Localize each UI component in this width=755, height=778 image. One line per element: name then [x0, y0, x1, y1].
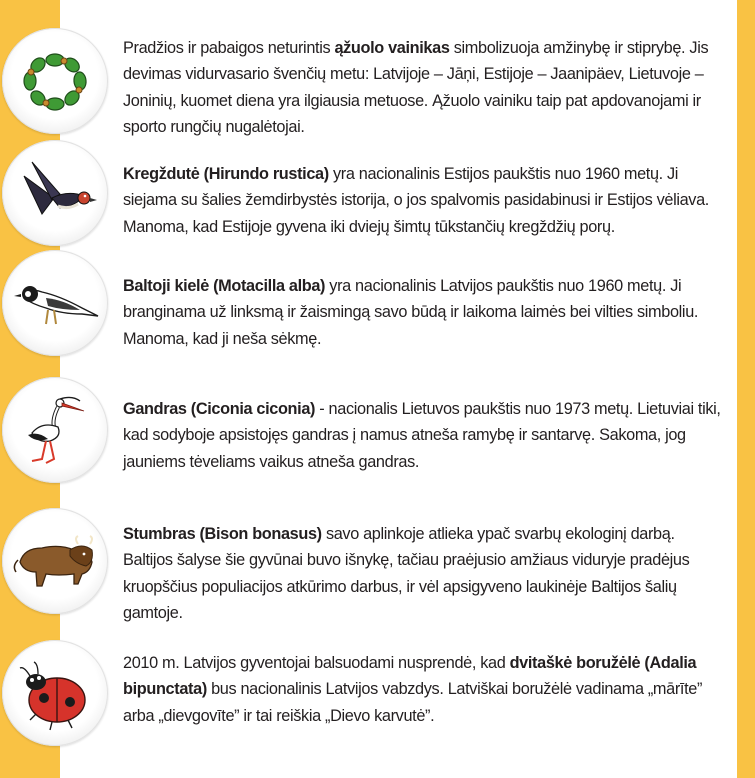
entry-text-body: bus nacionalinis Latvijos vabzdys. Latviškai boružėlė vadinama „mārīte” arba „dievgovīte” ir tai reiškia „Dievo karvutė”.: [123, 680, 703, 725]
wagtail-badge: [2, 250, 108, 356]
entry-term: dvitaškė boružėlė (Adalia bipunctata): [123, 654, 697, 699]
ladybug-icon: [2, 640, 108, 746]
entry-text-body: yra nacionalinis Estijos paukštis nuo 1960 metų. Ji siejama su šalies žemdirbystės istorija, o jos spalvomis pasidabinusi ir Estijos vėliava. Manoma, kad Estijoje gyvena iki dviejų šimtų tūkstančių kregždžių porų.: [123, 165, 709, 236]
wagtail-icon: [2, 250, 108, 356]
entry-term: Kregždutė (Hirundo rustica): [123, 165, 329, 183]
oak-wreath-badge: [2, 28, 108, 134]
entry-text-body: simbolizuoja amžinybę ir stiprybę. Jis devimas vidurvasario švenčių metu: Latvijoje – Jāņi, Estijoje – Jaanipäev, Lietuvoje – Joninių, kuomet diena yra ilgiausia metuose. Ąžuolo vainiku taip pat apdovanojami ir sporto rungčių nugalėtojai.: [123, 39, 709, 136]
entry-text: [123, 35, 728, 140]
entry-term: Stumbras (Bison bonasus): [123, 525, 322, 543]
entry-text-intro: Pradžios ir pabaigos neturintis: [123, 39, 335, 57]
entry-text-body: - nacionalis Lietuvos paukštis nuo 1973 metų. Lietuviai tiki, kad sodyboje apsistojęs gandras į namus atneša ramybę ir santarvę. Sakoma, jog jauniems tėveliams vaikus atneša gandras.: [123, 400, 721, 471]
stork-icon: [2, 377, 108, 483]
stork-badge: [2, 377, 108, 483]
right-decorative-stripe: [737, 0, 755, 778]
entry-text: [123, 650, 728, 729]
bison-icon: [2, 508, 108, 614]
bison-badge: [2, 508, 108, 614]
oak-wreath-icon: [2, 28, 108, 134]
entry-term: Baltoji kielė (Motacilla alba): [123, 277, 326, 295]
ladybug-badge: [2, 640, 108, 746]
entry-text: [123, 396, 728, 475]
swallow-badge: [2, 140, 108, 246]
swallow-icon: [2, 140, 108, 246]
entry-term: Gandras (Ciconia ciconia): [123, 400, 316, 418]
entry-text: [123, 161, 728, 240]
entry-term: ąžuolo vainikas: [334, 39, 450, 57]
entry-text: [123, 521, 728, 626]
entry-text-body: yra nacionalinis Latvijos paukštis nuo 1960 metų. Ji branginama už linksmą ir žaismingą savo būdą ir laikoma laimės bei vilties simboliu. Manoma, kad ji neša sėkmę.: [123, 277, 699, 348]
entry-text: [123, 273, 728, 352]
entry-text-body: savo aplinkoje atlieka ypač svarbų ekologinį darbą. Baltijos šalyse šie gyvūnai buvo išnykę, tačiau praėjusio amžiaus viduryje pradėjus kruopščius populiacijos atkūrimo darbus, ir vėl apsigyveno laukinėje Baltijos šalių gamtoje.: [123, 525, 690, 622]
entry-text-intro: 2010 m. Latvijos gyventojai balsuodami nusprendė, kad: [123, 654, 510, 672]
